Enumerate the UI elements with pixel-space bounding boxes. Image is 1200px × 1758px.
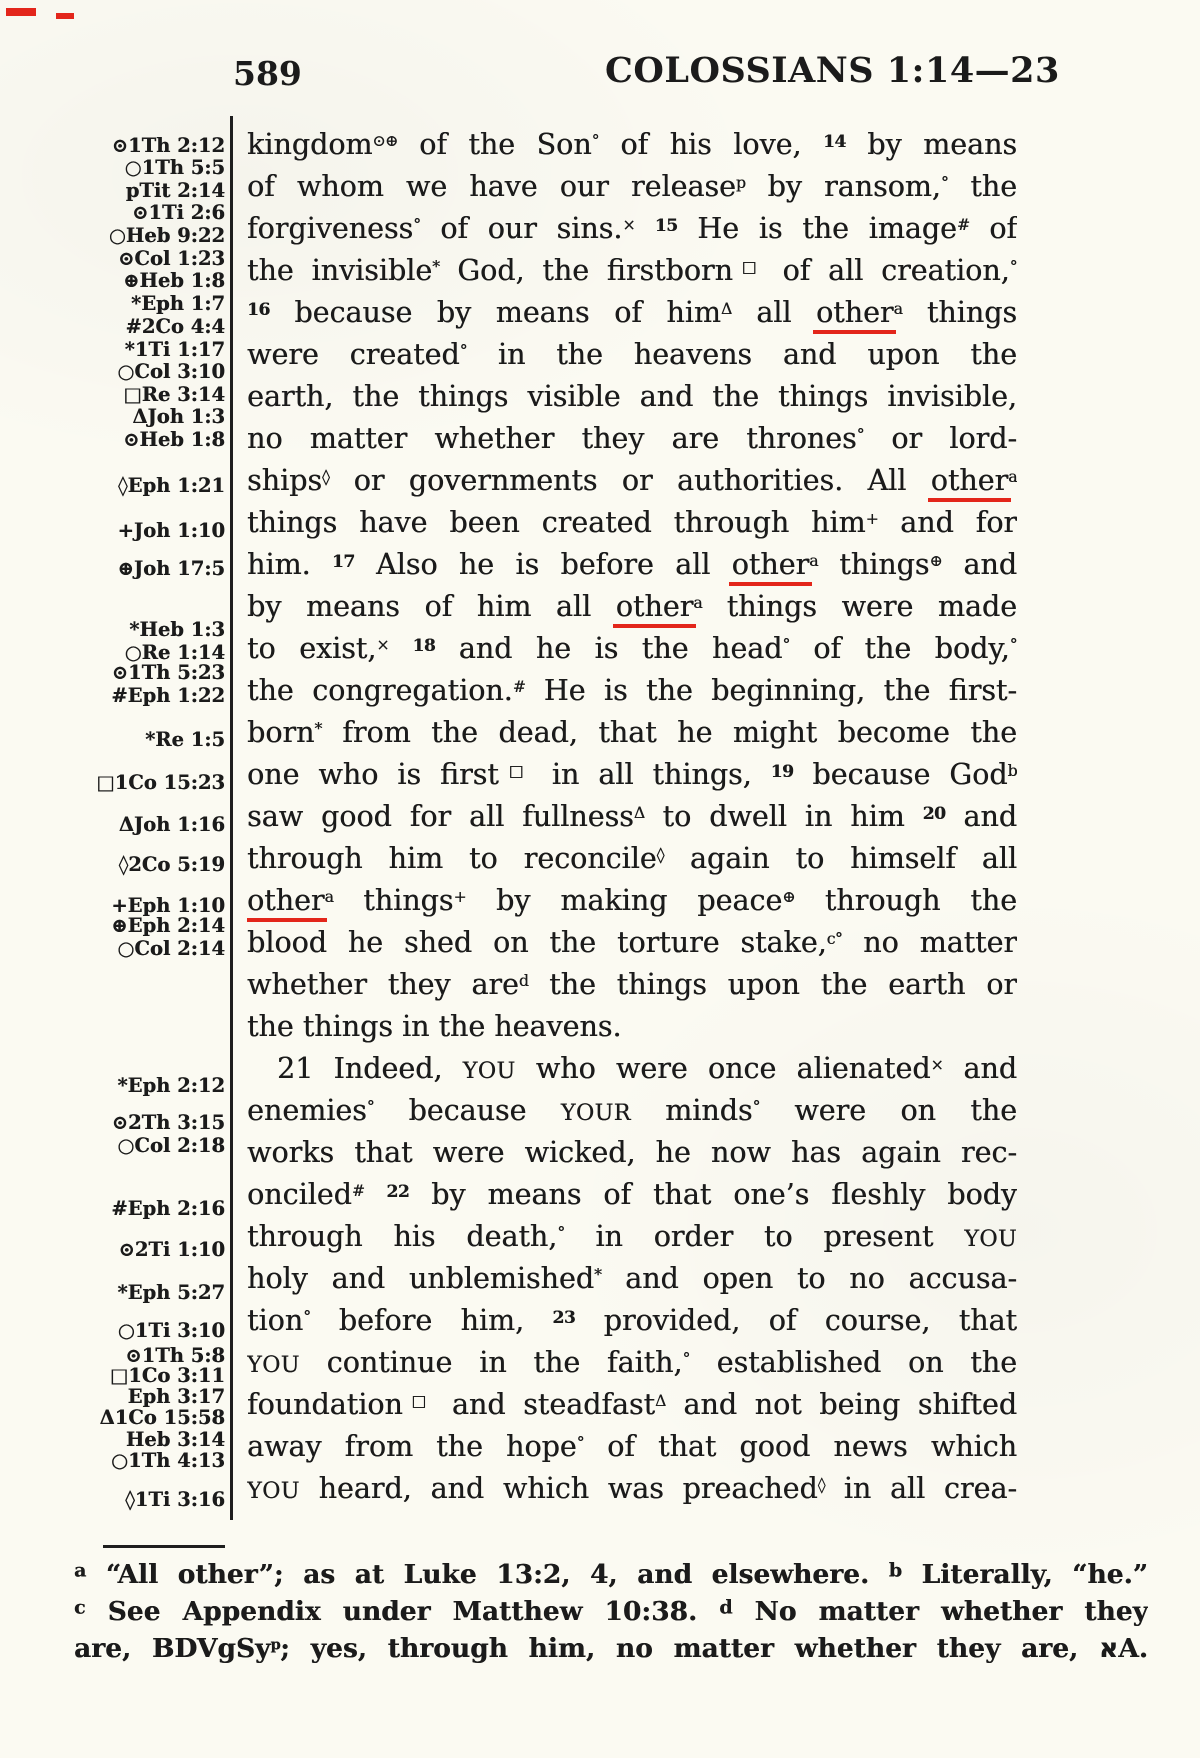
text-run: from the dead, that he might become the [321,716,1017,749]
reference-mark: ◊ [321,467,330,487]
footnote-line [74,1593,1148,1630]
footnote-rule [103,1545,225,1548]
margin-reference: ⊙1Th 2:12 [111,134,225,157]
text-run: and steadfast [434,1388,655,1421]
text-run: Also he is before all [354,548,732,581]
reference-mark: ° [682,1349,690,1369]
text-run: He is the image [677,212,957,245]
reference-mark: × [622,215,635,235]
text-run: the invisible [247,254,433,287]
text-run: the congregation. [247,674,513,707]
text-run: or lord- [864,422,1017,455]
margin-reference: *Eph 2:12 [117,1074,225,1097]
text-run: by ransom, [745,170,941,203]
footnote-line [74,1556,1148,1593]
reference-mark: ⊕ [929,551,943,571]
text-run: and open to no accusa- [601,1262,1017,1295]
text-line [247,1426,1017,1468]
red-underlined-word: other [613,590,696,628]
text-line [247,376,1017,418]
margin-reference: ⊕Heb 1:8 [123,269,225,292]
text-line [247,502,1017,544]
reference-mark: Δ [654,1391,666,1411]
reference-mark: Δ [720,299,732,319]
text-run: of his love, [598,128,823,161]
text-run: heard, and which was preached [299,1472,818,1505]
text-line [247,586,1017,628]
margin-reference: □1Co 15:23 [96,771,225,794]
margin-reference: +Eph 1:10 [111,894,225,917]
footnote-marker: d [719,1596,733,1619]
text-run: the things upon the earth or [528,968,1017,1001]
text-run: because [374,1094,561,1127]
margin-column [62,0,225,1540]
text-line [247,628,1017,670]
text-run: him. [247,548,332,581]
text-run: of the body, [789,632,1010,665]
text-run: all [731,296,816,329]
margin-reference: ○Col 2:14 [117,937,225,960]
text-run: by making peace [466,884,783,917]
text-run: provided, of course, that [575,1304,1017,1337]
text-run [364,1178,386,1211]
text-run: through him to reconcile [247,842,657,875]
verse-number: 16 [247,299,270,320]
text-line [247,1216,1017,1258]
reference-mark: ° [1009,635,1017,655]
reference-mark: ° [366,1097,375,1117]
margin-reference: *Eph 1:7 [131,292,225,315]
text-run: ; yes, through him, no matter whether they are, אA. [280,1633,1148,1664]
margin-reference: ΔJoh 1:3 [132,405,225,428]
reference-mark: ° [856,425,864,445]
margin-reference: ⊙Heb 1:8 [123,428,225,451]
margin-reference: Eph 3:17 [127,1385,225,1408]
reference-mark: c° [826,929,843,949]
text-run: no matter [842,926,1017,959]
text-run: by means [845,128,1017,161]
red-scan-mark-icon [6,8,36,16]
text-line [247,1342,1017,1384]
verse-number: 17 [331,551,355,572]
margin-reference: ⊙2Th 3:15 [111,1111,225,1134]
text-run: are, BDVgSy [74,1633,271,1664]
text-line [247,292,1017,334]
footnotes [74,1556,1148,1667]
text-run: of that good news which [583,1430,1017,1463]
text-line [247,250,1017,292]
text-run: born [247,716,315,749]
margin-reference: □1Co 3:11 [109,1364,225,1387]
reference-mark: ° [940,173,949,193]
margin-reference: ○Col 3:10 [117,360,225,383]
text-run: because God [793,758,1008,791]
margin-reference: ◊Eph 1:21 [117,474,225,497]
text-line [247,1258,1017,1300]
text-run: in all crea- [824,1472,1017,1505]
reference-mark: ° [752,1097,760,1117]
text-run: of whom we have our release [247,170,736,203]
reference-mark: ° [591,131,599,151]
reference-mark: p [735,173,746,193]
reference-mark: ⊙⊕ [372,131,398,151]
reference-mark: + [453,887,467,907]
text-run: things have been created through him [247,506,866,539]
text-line [247,208,1017,250]
reference-mark: p [270,1636,281,1654]
text-line [247,1384,1017,1426]
text-run: onciled [247,1178,352,1211]
text-run: ships [247,464,322,497]
margin-reference: #2Co 4:4 [125,315,225,338]
small-caps-word: YOU [247,1352,300,1378]
text-run: whether they are [247,968,519,1001]
red-underlined-word: other [813,296,896,334]
margin-reference: ○Heb 9:22 [108,224,225,247]
text-line [247,460,1017,502]
text-run: through the [794,884,1017,917]
text-line [247,712,1017,754]
reference-mark: * [314,719,322,739]
text-run: and not being shifted [665,1388,1017,1421]
reference-mark: * [432,257,440,277]
text-run: things [902,296,1017,329]
red-underlined-word: other [928,464,1011,502]
margin-reference: Heb 3:14 [125,1428,225,1451]
text-run: minds [630,1094,753,1127]
reference-mark: # [956,215,970,235]
text-run: saw good for all fullness [247,800,634,833]
reference-mark: # [351,1181,365,1201]
reference-mark: ◊ [656,845,664,865]
reference-mark: ° [557,1223,565,1243]
text-line [247,1090,1017,1132]
margin-reference: ○Col 2:18 [117,1134,225,1157]
margin-reference: ⊕Eph 2:14 [111,914,225,937]
red-underlined-word: other [247,884,327,922]
text-run: things were made [702,590,1017,623]
reference-mark: d [518,971,529,991]
reference-mark: □ [498,761,533,781]
verse-number: 18 [412,635,436,656]
text-run: and for [878,506,1017,539]
margin-reference: ΔJoh 1:16 [118,813,225,836]
red-underlined-word: other [729,548,812,586]
margin-reference: ○1Ti 3:10 [117,1319,225,1342]
text-line [247,922,1017,964]
reference-mark: ⊕ [782,887,795,907]
margin-reference: ○1Th 4:13 [111,1449,225,1472]
page-title: COLOSSIANS 1:14—23 [605,50,1060,91]
margin-reference: ⊙1Ti 2:6 [132,201,225,224]
text-run: the [948,170,1017,203]
verse-number: 19 [770,761,794,782]
reference-mark: ° [782,635,790,655]
text-line [247,796,1017,838]
body-text [247,124,1017,1510]
text-run: because by means of him [269,296,721,329]
text-run: “All other”; as at Luke 13:2, 4, and elsewhere. [86,1559,889,1590]
reference-mark: □ [402,1391,435,1411]
margin-reference: Δ1Co 15:58 [99,1406,225,1429]
reference-mark: × [376,635,389,655]
text-line [247,166,1017,208]
text-run: foundation [247,1388,403,1421]
text-run: were created [247,338,460,371]
page-number: 589 [233,54,302,93]
reference-mark: ° [459,341,467,361]
margin-reference: ○1Th 5:5 [124,156,225,179]
footnote-marker: b [888,1559,903,1582]
text-run: in all things, [532,758,771,791]
text-run: Literally, “he.” [902,1559,1148,1590]
reference-mark: a [809,551,818,571]
text-run: through his death, [247,1220,558,1253]
text-run: No matter whether they [732,1596,1148,1627]
text-run: and he is the head [435,632,783,665]
margin-reference: *Re 1:5 [145,728,225,751]
reference-mark: + [865,509,879,529]
text-run: blood he shed on the torture stake, [247,926,827,959]
reference-mark: × [930,1055,944,1075]
margin-reference: ⊕Joh 17:5 [117,557,225,580]
text-line [247,1132,1017,1174]
reference-mark: a [324,887,334,907]
margin-reference: ○Re 1:14 [124,641,225,664]
text-run: to dwell in him [644,800,923,833]
text-run: to exist, [247,632,377,665]
text-run: He is the beginning, the first- [525,674,1017,707]
reference-mark: ° [1009,257,1017,277]
text-run: enemies [247,1094,367,1127]
text-run: kingdom [247,128,373,161]
reference-mark: ° [576,1433,584,1453]
small-caps-word: YOU [964,1226,1017,1252]
reference-mark: □ [732,257,765,277]
text-line [247,1048,1017,1090]
small-caps-word: YOU [462,1058,516,1084]
text-line [247,124,1017,166]
margin-reference: □Re 3:14 [123,383,225,406]
text-run: things [817,548,930,581]
text-run: established on the [689,1346,1017,1379]
verse-number: 23 [552,1307,576,1328]
text-run [389,632,413,665]
text-run: who were once alienated [515,1052,931,1085]
text-line [247,1468,1017,1510]
footnote-marker: a [74,1559,87,1582]
text-line [247,1300,1017,1342]
text-line [247,670,1017,712]
text-run: by means of that one’s fleshly body [409,1178,1017,1211]
text-run: tion [247,1304,304,1337]
text-run [635,212,655,245]
text-line [247,880,1017,922]
verse-number: 15 [654,215,678,236]
text-run: and [943,1052,1017,1085]
text-run: God, the firstborn [439,254,733,287]
text-run: of the Son [397,128,592,161]
verse-number: 22 [386,1181,410,1202]
footnote-line [74,1630,1148,1667]
text-line [247,418,1017,460]
text-run: holy and unblemished [247,1262,595,1295]
text-run: See Appendix under Matthew 10:38. [85,1596,720,1627]
text-run: or governments or authorities. All [329,464,931,497]
text-line [247,754,1017,796]
text-run: of all creation, [764,254,1010,287]
text-run: were on the [759,1094,1017,1127]
margin-reference: ◊2Co 5:19 [118,853,225,876]
text-run: no matter whether they are thrones [247,422,857,455]
text-run: things [333,884,454,917]
verse-number: 14 [823,131,846,152]
text-run: again to himself all [663,842,1017,875]
small-caps-word: YOU [247,1478,300,1504]
reference-mark: # [512,677,526,697]
text-run: of our sins. [420,212,623,245]
text-run: away from the hope [247,1430,577,1463]
reference-mark: ° [303,1307,311,1327]
margin-reference: #Eph 2:16 [111,1197,225,1220]
reference-mark: ◊ [817,1475,825,1495]
text-run: and [942,548,1017,581]
small-caps-word: YOUR [560,1100,631,1126]
text-run: works that were wicked, he now has again rec- [247,1136,1017,1169]
text-run: the things in the heavens. [247,1010,622,1043]
text-run: 21 Indeed, [277,1052,463,1085]
text-line [247,334,1017,376]
margin-reference: ⊙1Th 5:23 [111,661,225,684]
margin-reference: *1Ti 1:17 [124,338,225,361]
reference-mark: Δ [633,803,645,823]
margin-reference: +Joh 1:10 [117,519,225,542]
text-line [247,964,1017,1006]
margin-reference: ⊙2Ti 1:10 [118,1238,225,1261]
text-line [247,1006,1017,1048]
text-run: before him, [310,1304,553,1337]
margin-reference: pTit 2:14 [125,179,225,202]
text-run: by means of him all [247,590,616,623]
text-line [247,838,1017,880]
text-run: of [969,212,1017,245]
text-run: continue in the faith, [299,1346,683,1379]
reference-mark: a [1008,467,1017,487]
margin-reference: *Eph 5:27 [117,1281,225,1304]
footnote-marker: c [74,1596,86,1619]
margin-reference: ⊙Col 1:23 [118,247,225,270]
text-run: and [945,800,1017,833]
reference-mark: ° [413,215,421,235]
margin-reference: ⊙1Th 5:8 [125,1344,225,1367]
margin-reference: ◊1Ti 3:16 [125,1488,225,1511]
reference-mark: * [594,1265,602,1285]
column-divider [230,116,233,1520]
text-run: one who is first [247,758,499,791]
text-run: in order to present [564,1220,965,1253]
verse-number: 20 [922,803,946,824]
text-run: in the heavens and upon the [466,338,1017,371]
text-run: earth, the things visible and the things invisible, [247,380,1017,413]
reference-mark: b [1007,761,1017,781]
text-line [247,544,1017,586]
text-line [247,1174,1017,1216]
reference-mark: a [893,299,903,319]
text-run: forgiveness [247,212,414,245]
reference-mark: a [693,593,703,613]
margin-reference: *Heb 1:3 [129,618,225,641]
margin-reference: #Eph 1:22 [111,684,225,707]
